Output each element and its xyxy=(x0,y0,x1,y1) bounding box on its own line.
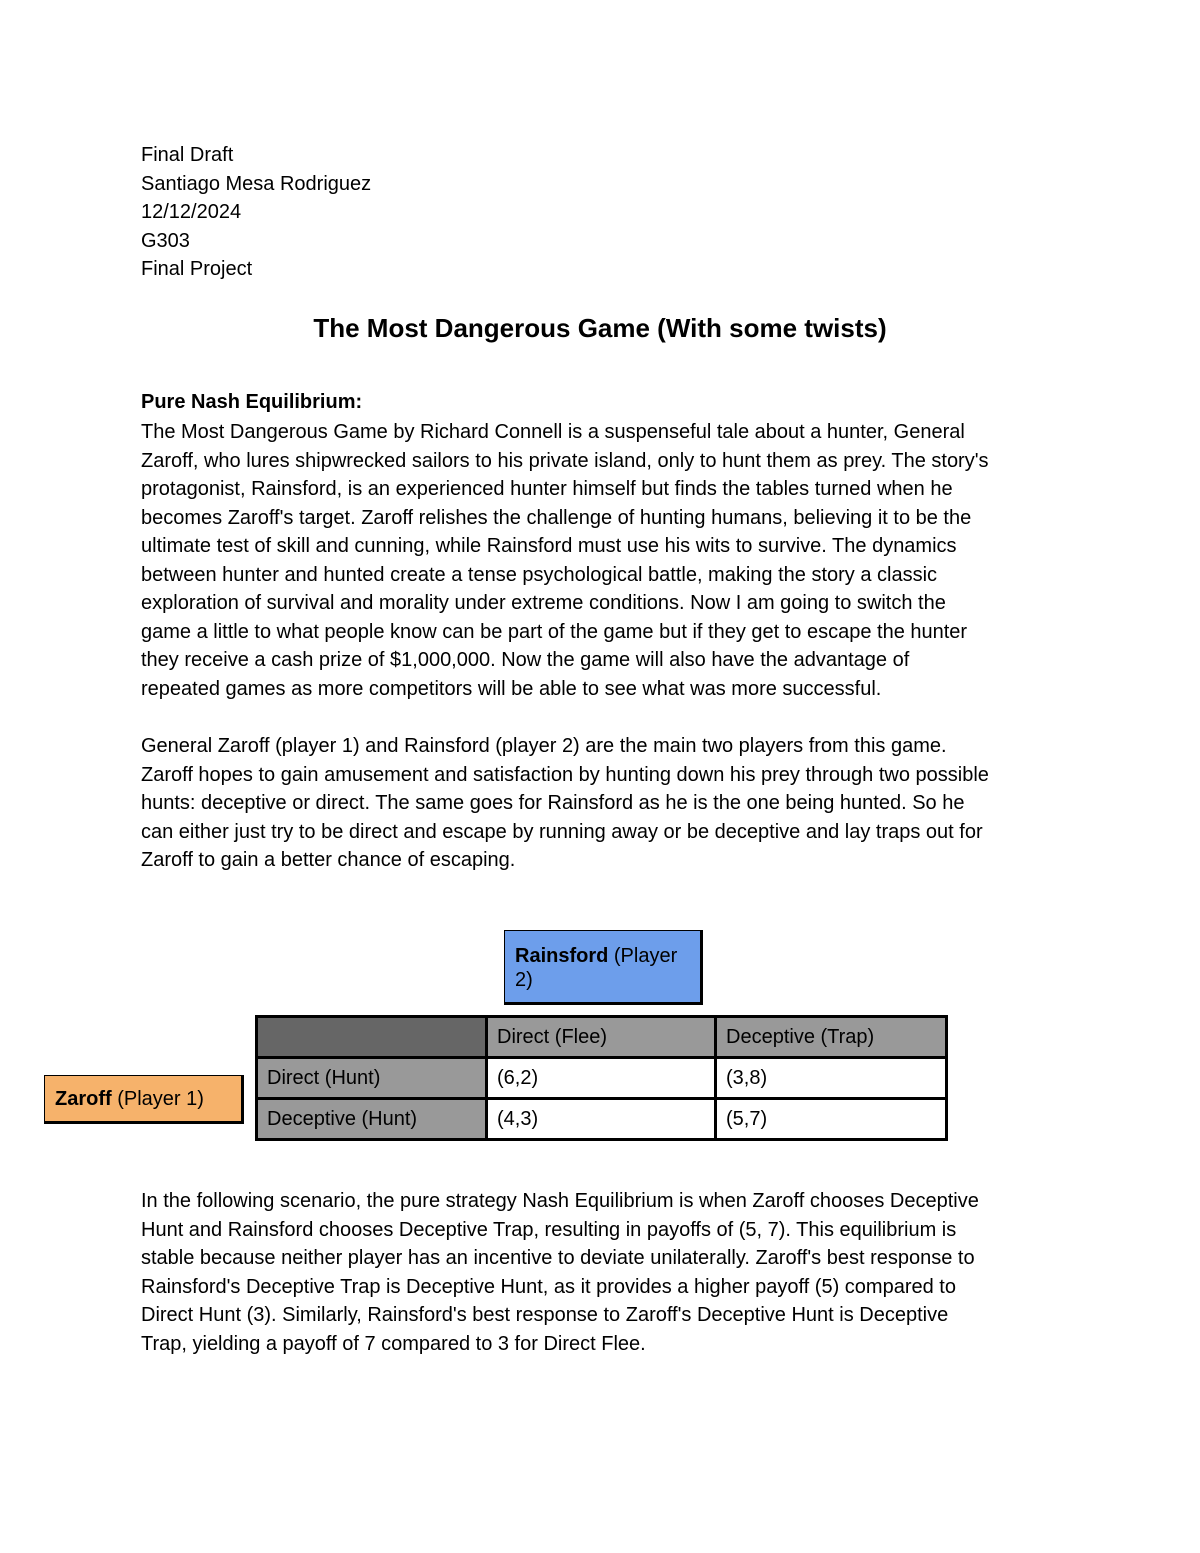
paragraph-line: between hunter and hunted create a tense psychological battle, making the story a classic xyxy=(141,563,938,586)
paragraph-line: Zaroff to gain a better chance of escaping. xyxy=(141,849,516,871)
paragraph-line: repeated games as more competitors will be able to see what was more successful. xyxy=(141,677,882,700)
matrix-row xyxy=(257,1058,947,1099)
player2-label-box xyxy=(504,930,703,1005)
matrix-col-header: Direct (Flee) xyxy=(487,1017,716,1058)
matrix-payoff-cell: (5,7) xyxy=(716,1099,947,1140)
player1-label-box xyxy=(44,1075,244,1124)
player1-role: (Player 1) xyxy=(111,1088,204,1110)
course-code: G303 xyxy=(141,229,190,252)
paragraph-line: Zaroff, who lures shipwrecked sailors to his private island, only to hunt them as prey. The story's xyxy=(141,449,989,472)
matrix-row-header: Deceptive (Hunt) xyxy=(257,1099,487,1140)
paragraph-line: Zaroff hopes to gain amusement and satisfaction by hunting down his prey through two possible xyxy=(141,763,989,786)
document-date: 12/12/2024 xyxy=(141,201,242,223)
paragraph-line: protagonist, Rainsford, is an experienced hunter himself but finds the tables turned when he xyxy=(141,478,953,500)
paragraph-line: hunts: deceptive or direct. The same goes for Rainsford as he is the one being hunted. So he xyxy=(141,792,965,814)
intro-paragraph xyxy=(141,418,989,703)
section-heading: Pure Nash Equilibrium: xyxy=(141,391,363,413)
paragraph-line: Rainsford's Deceptive Trap is Deceptive Hunt, as it provides a higher payoff (5) compared to xyxy=(141,1275,956,1298)
player1-name: Zaroff xyxy=(55,1088,112,1110)
matrix-payoff-cell: (6,2) xyxy=(487,1058,716,1099)
matrix-row-header: Direct (Hunt) xyxy=(257,1058,487,1099)
paragraph-line: can either just try to be direct and escape by running away or be deceptive and lay traps out for xyxy=(141,820,983,843)
paragraph-line: Direct Hunt (3). Similarly, Rainsford's best response to Zaroff's Deceptive Hunt is Deceptive xyxy=(141,1304,949,1326)
player2-role-cont: 2) xyxy=(515,969,533,991)
equilibrium-paragraph xyxy=(141,1187,979,1358)
paragraph-line: In the following scenario, the pure strategy Nash Equilibrium is when Zaroff chooses Deceptive xyxy=(141,1190,979,1212)
paragraph-line: Trap, yielding a payoff of 7 compared to 3 for Direct Flee. xyxy=(141,1332,646,1355)
payoff-matrix xyxy=(255,1015,948,1141)
matrix-header-row xyxy=(257,1017,947,1058)
matrix-payoff-cell: (3,8) xyxy=(716,1058,947,1099)
paragraph-line: Hunt and Rainsford chooses Deceptive Trap, resulting in payoffs of (5, 7). This equilibrium is xyxy=(141,1218,957,1241)
paragraph-line: ultimate test of skill and cunning, while Rainsford must use his wits to survive. The dynamics xyxy=(141,535,957,557)
draft-label: Final Draft xyxy=(141,144,234,166)
paragraph-line: exploration of survival and morality under extreme conditions. Now I am going to switch the xyxy=(141,592,946,614)
paragraph-line: The Most Dangerous Game by Richard Connell is a suspenseful tale about a hunter, General xyxy=(141,421,965,443)
author-name: Santiago Mesa Rodriguez xyxy=(141,172,372,195)
player2-name: Rainsford xyxy=(515,945,609,967)
paragraph-line: becomes Zaroff's target. Zaroff relishes the challenge of hunting humans, believing it to be the xyxy=(141,506,972,529)
paragraph-line: stable because neither player has an incentive to deviate unilaterally. Zaroff's best response to xyxy=(141,1247,975,1269)
player2-role: (Player xyxy=(608,945,678,967)
matrix-col-header: Deceptive (Trap) xyxy=(716,1017,947,1058)
document-header xyxy=(141,141,371,284)
matrix-payoff-cell: (4,3) xyxy=(487,1099,716,1140)
matrix-corner-cell xyxy=(257,1017,487,1058)
matrix-row xyxy=(257,1099,947,1140)
paragraph-line: they receive a cash prize of $1,000,000. Now the game will also have the advantage of xyxy=(141,649,910,671)
assignment-name: Final Project xyxy=(141,258,253,280)
players-paragraph xyxy=(141,732,989,875)
paragraph-line: General Zaroff (player 1) and Rainsford (player 2) are the main two players from this game. xyxy=(141,735,947,757)
paragraph-line: game a little to what people know can be part of the game but if they get to escape the hunter xyxy=(141,620,968,643)
document-title: The Most Dangerous Game (With some twists) xyxy=(313,313,887,343)
